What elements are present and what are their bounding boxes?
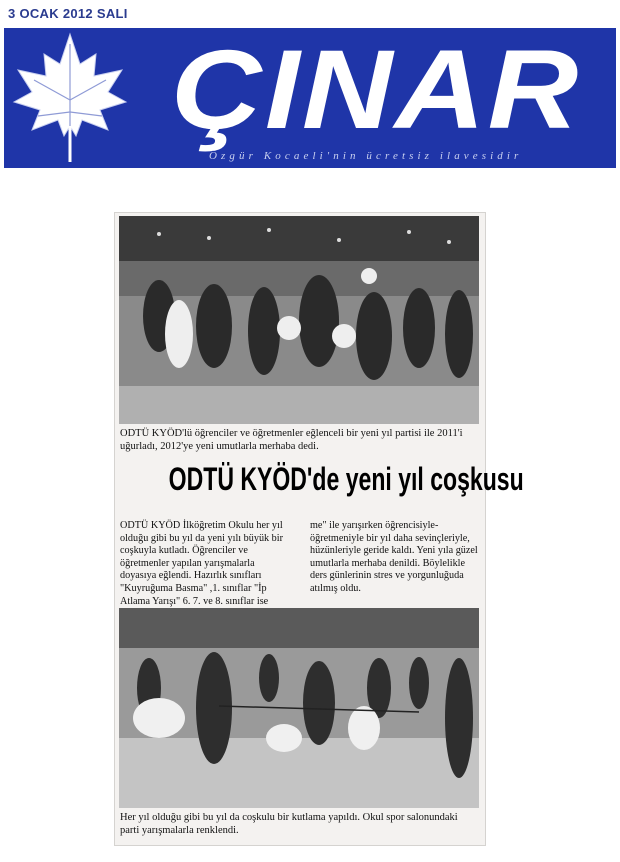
- masthead: [4, 28, 616, 168]
- article-headline: ODTÜ KYÖD'de yeni yıl coşkusu: [168, 461, 524, 497]
- article-column-left: [120, 520, 292, 621]
- newspaper-title: ÇINAR: [172, 28, 581, 152]
- photo-gym-competition: [119, 608, 479, 808]
- article-paragraph-left: ODTÜ KYÖD İlköğretim Okulu her yıl olduğu gibi bu yıl da yeni yılı büyük bir coşkuyla kutladı. Öğrenciler ve öğretmenler yapılan yarışmalarla doyasıya eğlendi. Hazırlık sınıfları "Kuyruğuma Basma" ,1. sınıflar "İp Atlama Yarışı" 6. 7. ve 8. sınıflar ise: [120, 520, 283, 607]
- photo-party-dancing: [119, 216, 479, 424]
- photo2-caption: Her yıl olduğu gibi bu yıl da coşkulu bir kutlama yapıldı. Okul spor salonundaki parti yarışmalarla renklendi.: [120, 812, 458, 836]
- article-column-right: [310, 520, 482, 596]
- photo1-caption: ODTÜ KYÖD'lü öğrenciler ve öğretmenler eğlenceli bir yeni yıl partisi ile 2011'i uğurladı, 2012'ye yeni umutlarla merhaba dedi.: [120, 428, 463, 452]
- newspaper-tagline: Özgür Kocaeli'nin ücretsiz ilavesidir: [209, 150, 523, 162]
- issue-date: 3 OCAK 2012 SALI: [0, 0, 170, 28]
- maple-leaf-icon: [10, 30, 130, 166]
- article-paragraph-right: me" ile yarışırken öğrencisiyle-öğretmeniyle bir yıl daha sevinçleriyle, hüzünleriyle geride kaldı. Yeni yıla güzel umutlarla merhaba denildi. Böylelikle ders günlerinin stres ve yorgunluğuda atılmış oldu.: [310, 520, 478, 594]
